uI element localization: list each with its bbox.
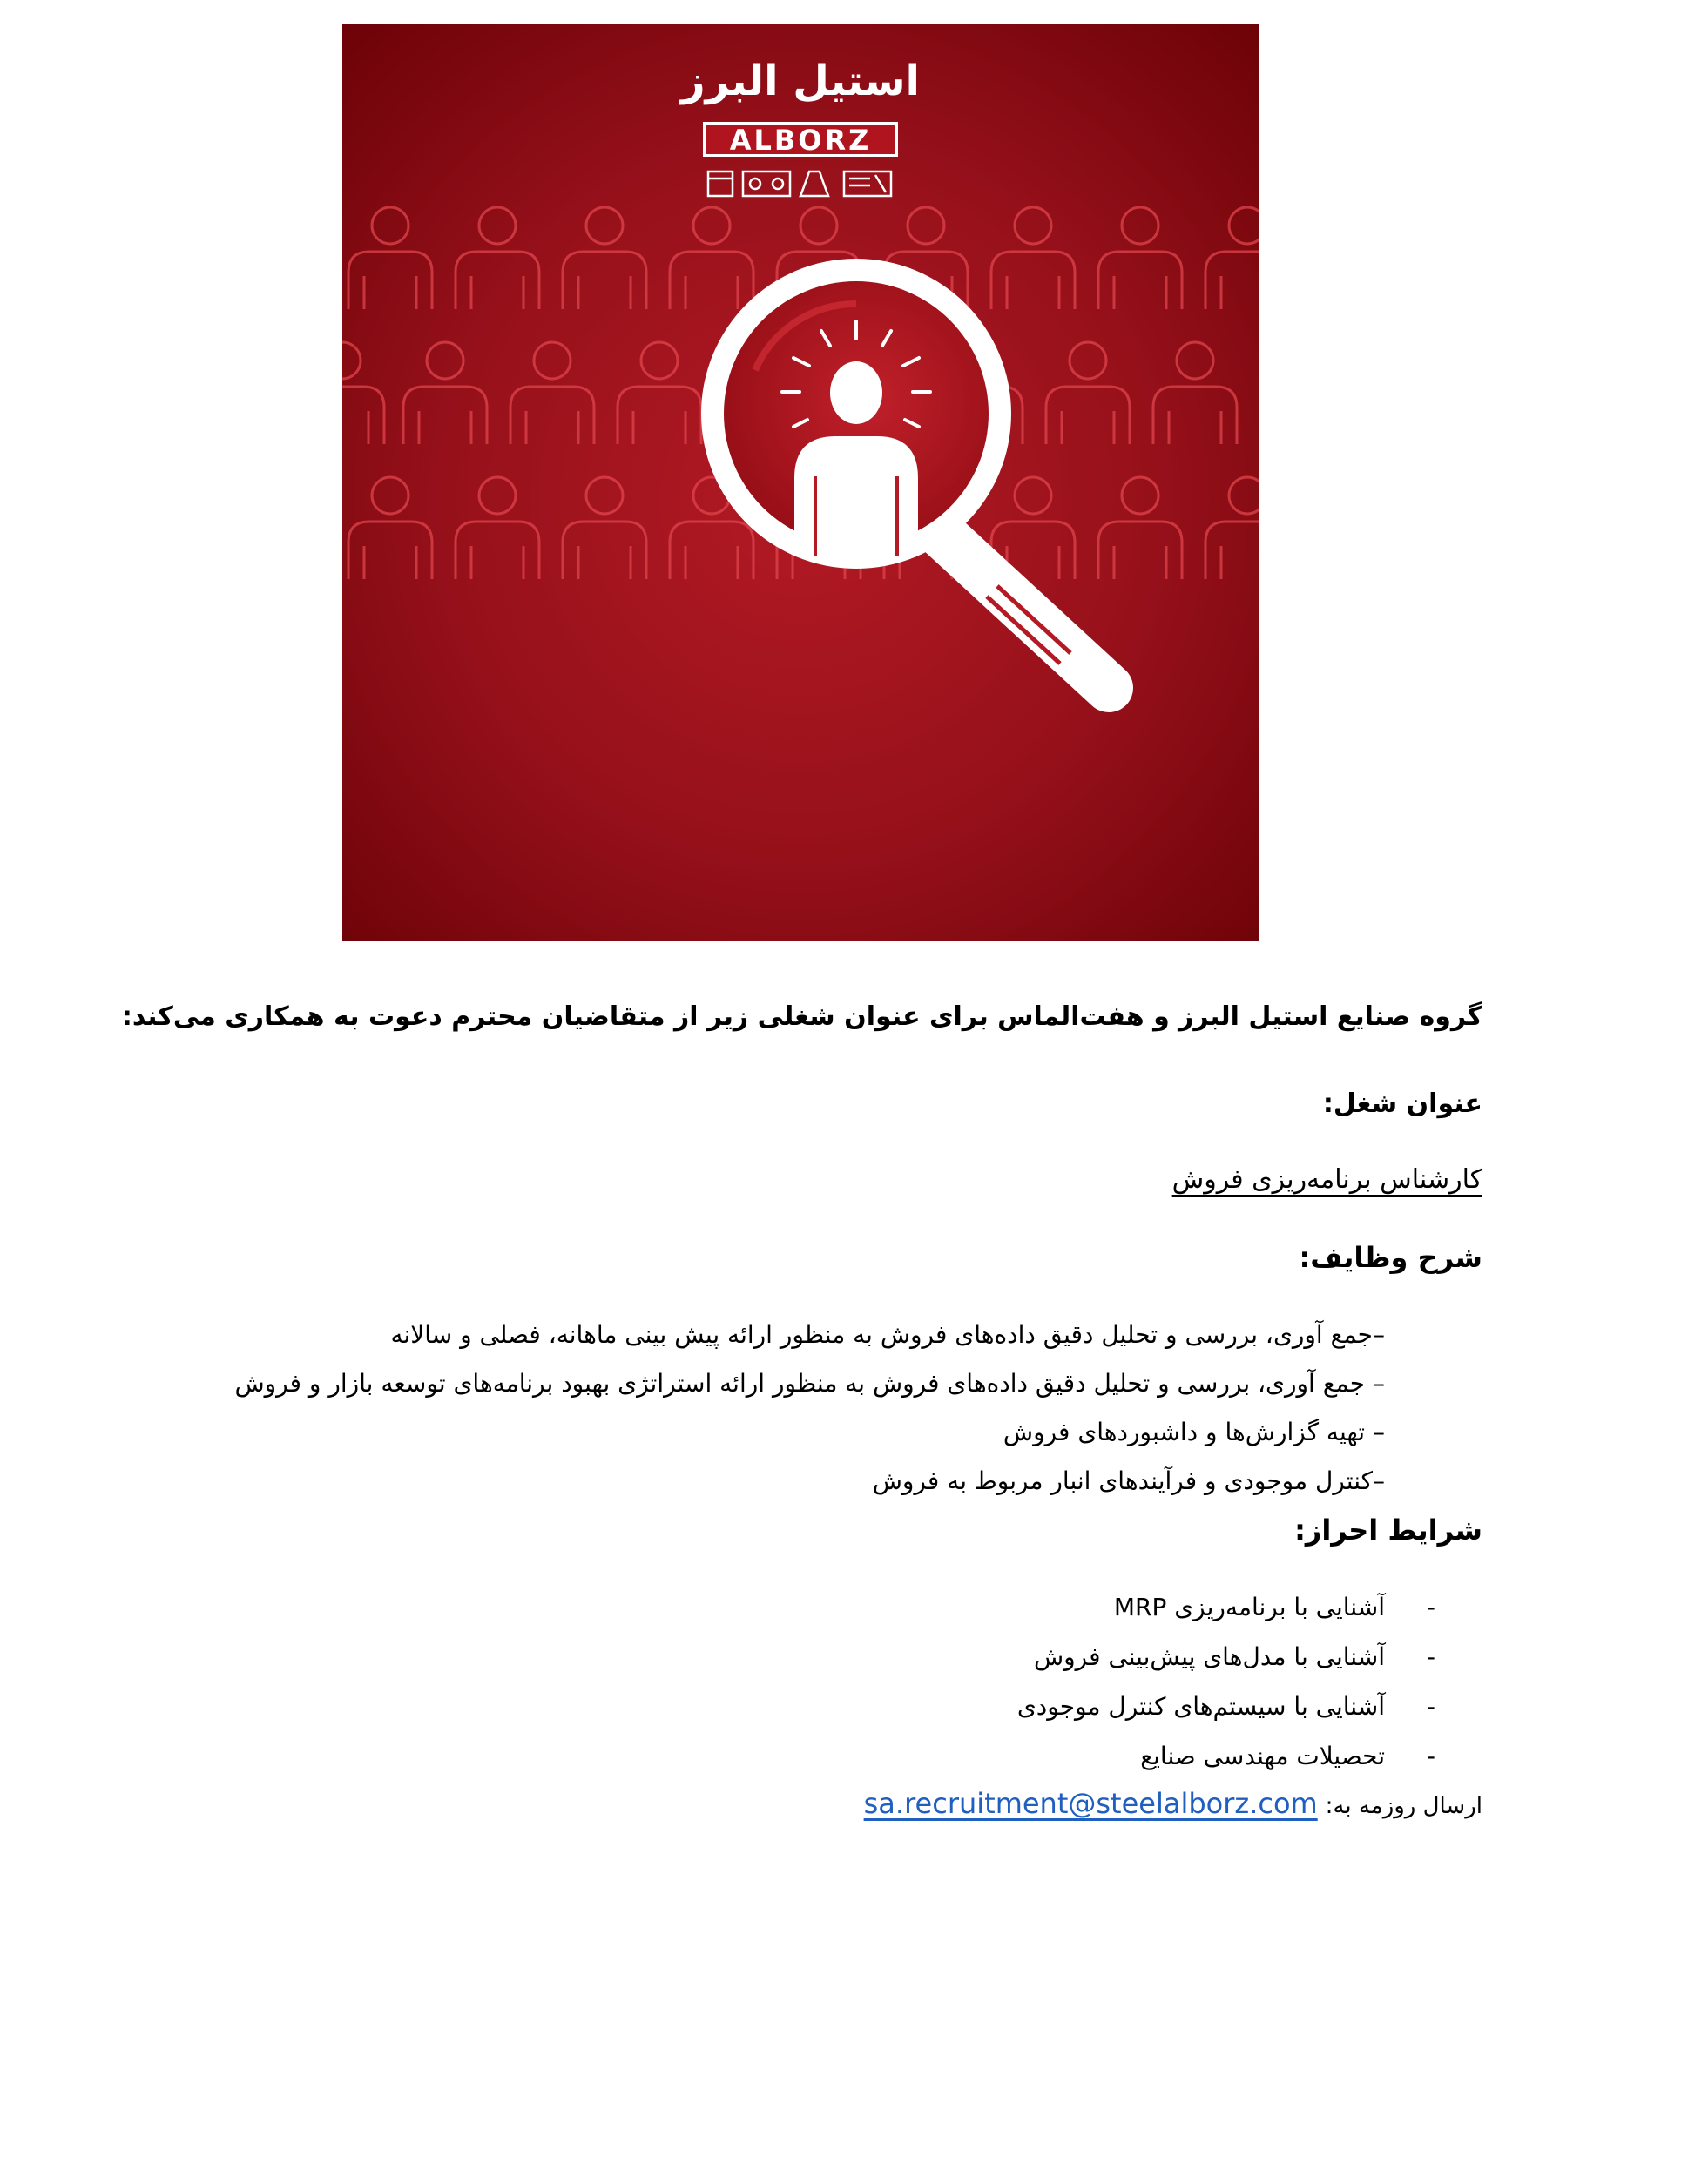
duty-item: –کنترل موجودی و فرآیندهای انبار مربوط به فروش <box>872 1466 1385 1495</box>
job-title: کارشناس برنامه‌ریزی فروش <box>1171 1164 1482 1195</box>
requirement-item <box>1017 1682 1435 1731</box>
requirement-text: آشنایی با مدل‌های پیش‌بینی فروش <box>1033 1642 1385 1671</box>
requirement-text: آشنایی با سیستم‌های کنترل موجودی <box>1016 1692 1385 1721</box>
send-resume-label: ارسال روزمه به: <box>1325 1793 1482 1819</box>
duty-item: – تهیه گزارش‌ها و داشبوردهای فروش <box>1003 1418 1385 1446</box>
requirement-item <box>1017 1731 1435 1781</box>
requirements-list <box>1017 1582 1435 1781</box>
intro-text: گروه صنایع استیل البرز و هفت‌الماس برای عنوان شغلی زیر از متقاضیان محترم دعوت به همکاری می‌کند: <box>121 1001 1482 1032</box>
requirements-heading: شرایط احراز: <box>1294 1513 1482 1547</box>
requirement-item <box>1017 1582 1435 1632</box>
requirement-text: آشنایی با برنامه‌ریزی MRP <box>1113 1593 1385 1621</box>
bullet-dash: - <box>1426 1692 1435 1721</box>
requirement-text: تحصیلات مهندسی صنایع <box>1140 1742 1385 1770</box>
email-link[interactable]: sa.recruitment@steelalborz.com <box>863 1787 1318 1820</box>
requirement-item <box>1017 1632 1435 1682</box>
job-title-heading: عنوان شغل: <box>1322 1089 1482 1119</box>
bullet-dash: - <box>1426 1642 1435 1671</box>
bullet-dash: - <box>1426 1593 1435 1621</box>
duty-item: –جمع آوری، بررسی و تحلیل دقیق داده‌های فروش به منظور ارائه پیش بینی ماهانه، فصلی و سالانه <box>390 1320 1385 1349</box>
svg-text:استیل البرز: استیل البرز <box>681 57 920 105</box>
svg-text:ALBORZ: ALBORZ <box>729 124 872 157</box>
send-resume-line <box>864 1787 1482 1820</box>
bullet-dash: - <box>1426 1742 1435 1770</box>
duty-item: – جمع آوری، بررسی و تحلیل دقیق داده‌های فروش به منظور ارائه استراتژی بهبود برنامه‌های توسعه بازار و فروش <box>234 1369 1385 1398</box>
duties-list <box>234 1311 1385 1506</box>
recruitment-banner <box>342 24 1259 941</box>
duties-heading: شرح وظایف: <box>1299 1241 1482 1274</box>
